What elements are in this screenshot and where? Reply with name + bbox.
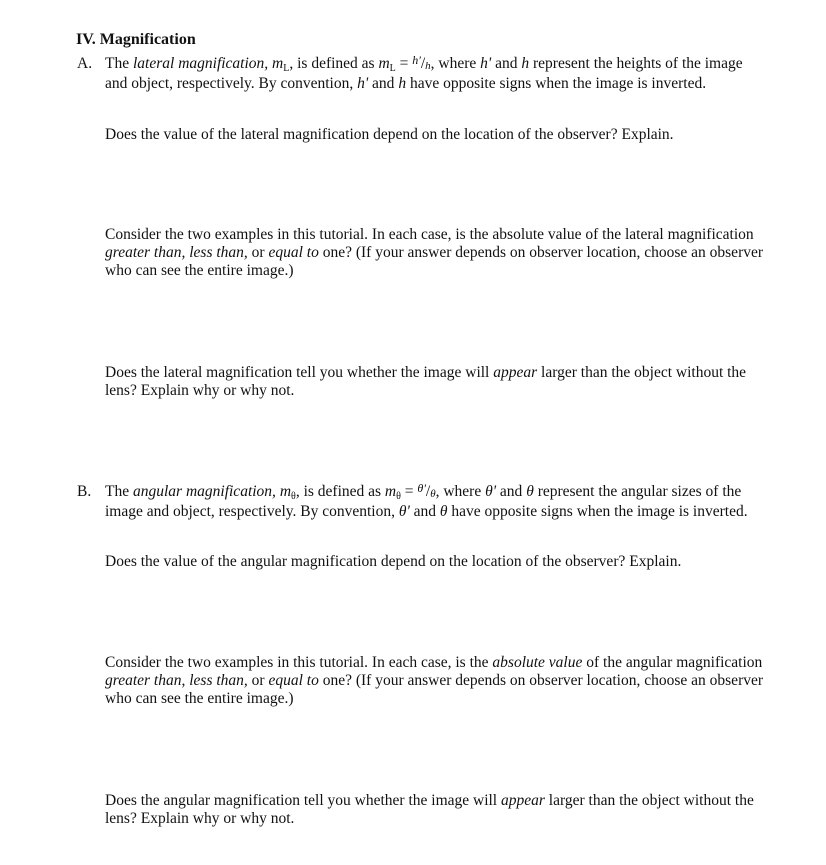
part-b-question-1: Does the value of the angular magnification depend on the location of the observer? Explain. [105,553,682,570]
section-heading: IV. Magnification [76,31,196,48]
part-a-question-1: Does the value of the lateral magnification depend on the location of the observer? Explain. [105,126,674,143]
part-b-question-2: Consider the two examples in this tutorial. In each case, is the absolute value of the angular magnification greater than, less than, or equal to one? (If your answer depends on observer location, choose an observer who can see the entire image.) [105,654,764,707]
part-a-question-2: Consider the two examples in this tutorial. In each case, is the absolute value of the lateral magnification greater than, less than, or equal to one? (If your answer depends on observer location, choose an observer who can see the entire image.) [105,226,764,279]
part-b-label: B. [77,483,92,500]
angular-magnification-equation: mθ = $^{\theta'}$/θ [384,481,436,502]
part-a-label: A. [77,55,93,72]
lateral-magnification-equation: mL = $^{h'}$/h [378,53,431,74]
part-b-question-3: Does the angular magnification tell you whether the image will appear larger than the object without the lens? Explain why or why not. [105,792,754,827]
part-a-question-3: Does the lateral magnification tell you whether the image will appear larger than the object without the lens? Explain why or why not. [105,364,747,399]
part-a-intro: The lateral magnification, mL, is defined as mL = $^{h'}$/h, where h' and h represent the heights of the image and object, respectively. By convention, h' and h have opposite signs when the image is inverted. [105,53,743,92]
part-b-intro: The angular magnification, mθ, is defined as mθ = $^{\theta'}$/θ, where θ' and θ represent the angular sizes of the image and object, respectively. By convention, θ' and θ have opposite signs when the image is inverted. [105,481,748,520]
